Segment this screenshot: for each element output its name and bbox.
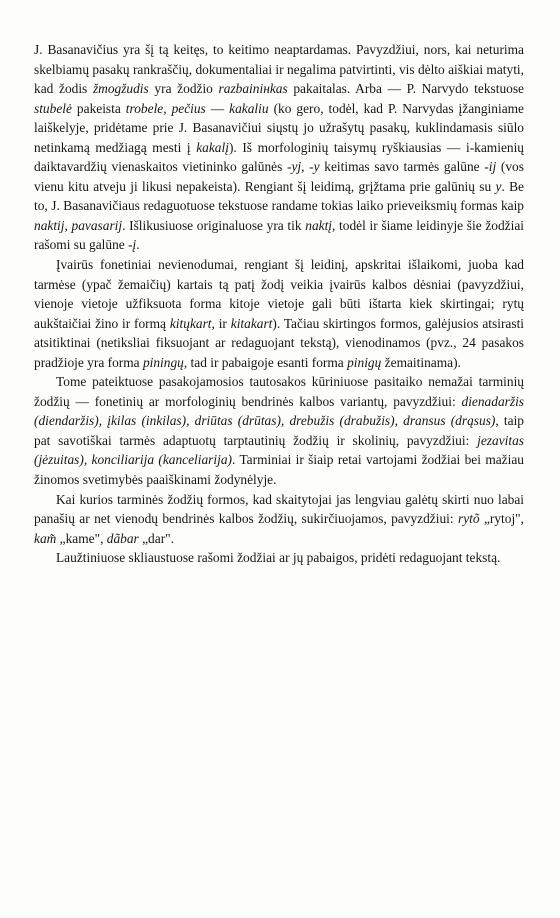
italic-term: naktij, pavasarij [34,217,123,233]
text-run: „kame", [56,530,107,546]
italic-term: žmogžudis [92,81,149,97]
text-run: Įvairūs fonetiniai nevienodumai, rengiant šį leidinį, apskritai išlaikomi, juoba kad tarmėse (ypač žemaičių) kartais tą patį žodį veikia įvairūs kalbos dėsniai (pavyzdžiui, vienoje vietoje užfiksuota forma kitoje vietoje gali būti ištarta kiek skirtingai; rytų aukštaičiai žino ir formą [34,257,524,331]
italic-term: stubelė [34,100,72,116]
text-run: . [136,237,140,253]
text-run: J. Basanavičius yra šį tą keitęs, to keitimo neaptardamas. Pavyzdžiui, nors, kai neturima skelbiamų pasakų rankraščių, dokumentaliai ir negalima patvirtinti, vis dėlto aiškiai matyti, kad žodis [34,42,524,97]
italic-term: pinigų [347,354,382,370]
body-text [34,40,524,568]
text-run: (vos vienu kitu atveju ji likusi nepakeista). Rengiant šį leidimą, grįžtama prie galūnių su [34,159,524,194]
italic-term: -yj, -y [287,159,320,175]
text-run: ). Iš morfologinių taisymų ryškiausias — i-kamienių daiktavardžių vienaskaitos vietininko galūnės [34,139,524,175]
text-run: pakaitalas. Arba — P. Narvydo tekstuose [287,81,524,97]
text-run: „dar". [138,530,174,546]
italic-term: rytõ [457,511,480,527]
text-run: , taip pat savotiškai tarmės adaptuotų tarptautinių žodžių ir skolinių, pavyzdžiui: [34,413,524,448]
text-run: Tome pateiktuose pasakojamosios tautosakos kūriniuose pasitaiko nemažai tarminių žodžių — fonetinių ar morfologinių bendrinės kalbos variantų, pavyzdžiui: [34,374,524,409]
text-run: Laužtiniuose skliaustuose rašomi žodžiai ar jų pabaigos, pridėti redaguojant tekstą. [56,550,501,566]
italic-term: naktį [305,217,333,233]
paragraph-5 [34,548,524,568]
italic-term: kam̃ [34,530,57,546]
text-run: Kai kurios tarminės žodžių formos, kad skaitytojai jas lengviau galėtų skirti nuo labai panašių ar net vienodų bendrinės kalbos žodžių, sukirčiuojamos, pavyzdžiui: [34,491,524,527]
italic-term: -į [128,237,137,253]
text-run: , ir [211,315,231,331]
text-run: — [205,100,230,116]
italic-term: dienadaržis (diendaržis), įkilas (inkilas), driūtas (drūtas), drebužis (drabužis), dransus (drąsus) [34,393,524,429]
text-run: keitimas savo tarmės galūne [319,159,485,175]
italic-term: kakaliu [229,100,269,116]
italic-term: kitųkart [169,315,212,331]
paragraph-1 [34,40,524,255]
italic-term: -ij [484,159,497,175]
italic-term: razbainінkas [218,81,288,97]
text-run: , tad ir pabaigoje esanti forma [183,354,348,370]
paragraph-2 [34,255,524,372]
text-run: (ko gero, todėl, kad P. Narvydas įžanginiame laiškelyje, pridėtame prie J. Basanavičiui siųstų jo užrašytų pasakų, kuklindamasis siūlo netinkamą medžiagą mesti į [34,100,524,155]
paragraph-4 [34,490,524,549]
italic-term: piningų [142,354,184,370]
italic-term: jezavitas (jėzuitas), konciliarija (kanceliarija) [34,432,524,468]
italic-term: dãbar [106,530,139,546]
text-run: „rytoj", [479,511,524,527]
paragraph-3 [34,372,524,489]
text-run: . Išlikusiuose originaluose yra tik [122,217,306,233]
italic-term: y [495,178,502,194]
text-run: yra žodžio [148,81,219,97]
italic-term: kakalį [196,139,229,155]
italic-term: trobele, pečius [125,100,206,116]
text-run: pakeista [71,100,126,116]
italic-term: kitakart [230,315,273,331]
text-run: žemaitinama). [381,354,461,370]
text-run: . Be to, J. Basanavičiaus redaguotuose tekstuose randame tokias laiko prieveiksmių formas kaip [34,178,524,214]
text-run: ). Tačiau skirtingos formos, galėjusios atsirasti atsitiktinai (netiksliai fiksuojant ar redaguojant tekstą), vienodinamos (pvz., 24 pasakos pradžioje yra forma [34,315,525,370]
text-run: , todėl ir šiame leidinyje šie žodžiai rašomi su galūne [34,217,525,253]
text-run: . Tarminiai ir šiaip retai vartojami žodžiai bei mažiau žinomos svetimybės paaiškinami žodynėlyje. [34,452,524,488]
